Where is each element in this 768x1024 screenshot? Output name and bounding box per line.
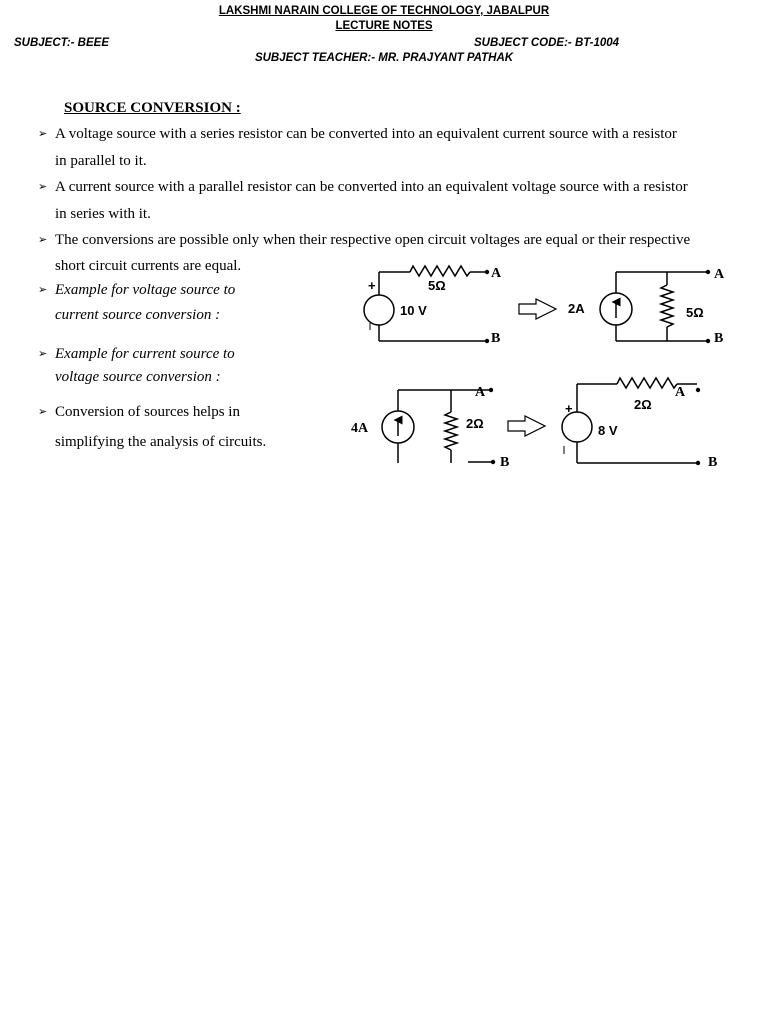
diagram-1-left-resistance-label: 5Ω (428, 278, 446, 293)
bullet-1-line-1: A voltage source with a series resistor can be converted into an equivalent current source with a resistor (55, 126, 677, 142)
bullet-1-line-2: in parallel to it. (55, 153, 147, 169)
bullet-6-line-1: Conversion of sources helps in (55, 404, 240, 420)
diagram-1-left-terminal-a: A (491, 266, 502, 281)
voltage-source-icon (562, 412, 592, 442)
document-type: LECTURE NOTES (335, 20, 433, 32)
voltage-source-icon (364, 295, 394, 325)
subject-label: SUBJECT:- BEEE (14, 37, 109, 49)
bullet-arrow-icon: ➢ (38, 347, 48, 360)
bullet-2-line-1: A current source with a parallel resistor can be converted into an equivalent voltage source with a resistor (55, 179, 688, 195)
section-title: SOURCE CONVERSION : (64, 100, 241, 116)
resistor-icon (445, 412, 457, 450)
diagram-2-left-resistance-label: 2Ω (466, 416, 484, 431)
diagram-2-right-terminal-a: A (675, 385, 686, 400)
diagram-1-left-terminal-b: B (491, 331, 501, 346)
diagram-1-right-terminal-a: A (714, 267, 725, 282)
diagram-1-right-terminal-b: B (714, 331, 724, 346)
bullet-4-line-2: current source conversion : (55, 307, 221, 323)
diagram-2-right-terminal-b: B (708, 455, 718, 470)
bullet-5-line-2: voltage source conversion : (55, 369, 221, 385)
bullet-arrow-icon: ➢ (38, 180, 48, 193)
plus-sign: + (565, 401, 573, 416)
diagram-2-right-source-label: 8 V (598, 423, 618, 438)
bullet-arrow-icon: ➢ (38, 405, 48, 418)
diagram-2-left-source-label: 4A (351, 421, 369, 436)
bullet-arrow-icon: ➢ (38, 127, 48, 140)
bullet-4-line-1: Example for voltage source to (55, 282, 236, 298)
diagram-2-left-terminal-b: B (500, 455, 510, 470)
bullet-3-line-1: The conversions are possible only when their respective open circuit voltages are equal or their respective (55, 232, 691, 248)
conversion-arrow-icon (508, 416, 545, 436)
college-name: LAKSHMI NARAIN COLLEGE OF TECHNOLOGY, JABALPUR (218, 5, 550, 17)
bullet-6-line-2: simplifying the analysis of circuits. (55, 434, 267, 450)
bullet-3-line-2: short circuit currents are equal. (55, 258, 242, 274)
diagram-2-right-resistance-label: 2Ω (634, 397, 652, 412)
plus-sign: + (368, 278, 376, 293)
diagram-1-right-source-label: 2A (568, 301, 585, 316)
bullet-arrow-icon: ➢ (38, 283, 48, 296)
bullet-2-line-2: in series with it. (55, 206, 151, 222)
resistor-icon (410, 266, 470, 276)
resistor-icon (617, 378, 677, 388)
bullet-arrow-icon: ➢ (38, 233, 48, 246)
conversion-arrow-icon (519, 299, 556, 319)
diagram-2-left-terminal-a: A (475, 385, 486, 400)
subject-code-label: SUBJECT CODE:- BT-1004 (474, 37, 620, 49)
diagram-1-left-source-label: 10 V (400, 303, 427, 318)
diagram-1-right-resistance-label: 5Ω (686, 305, 704, 320)
resistor-icon (661, 285, 673, 327)
bullet-5-line-1: Example for current source to (55, 346, 235, 362)
subject-teacher-label: SUBJECT TEACHER:- MR. PRAJYANT PATHAK (254, 52, 514, 64)
